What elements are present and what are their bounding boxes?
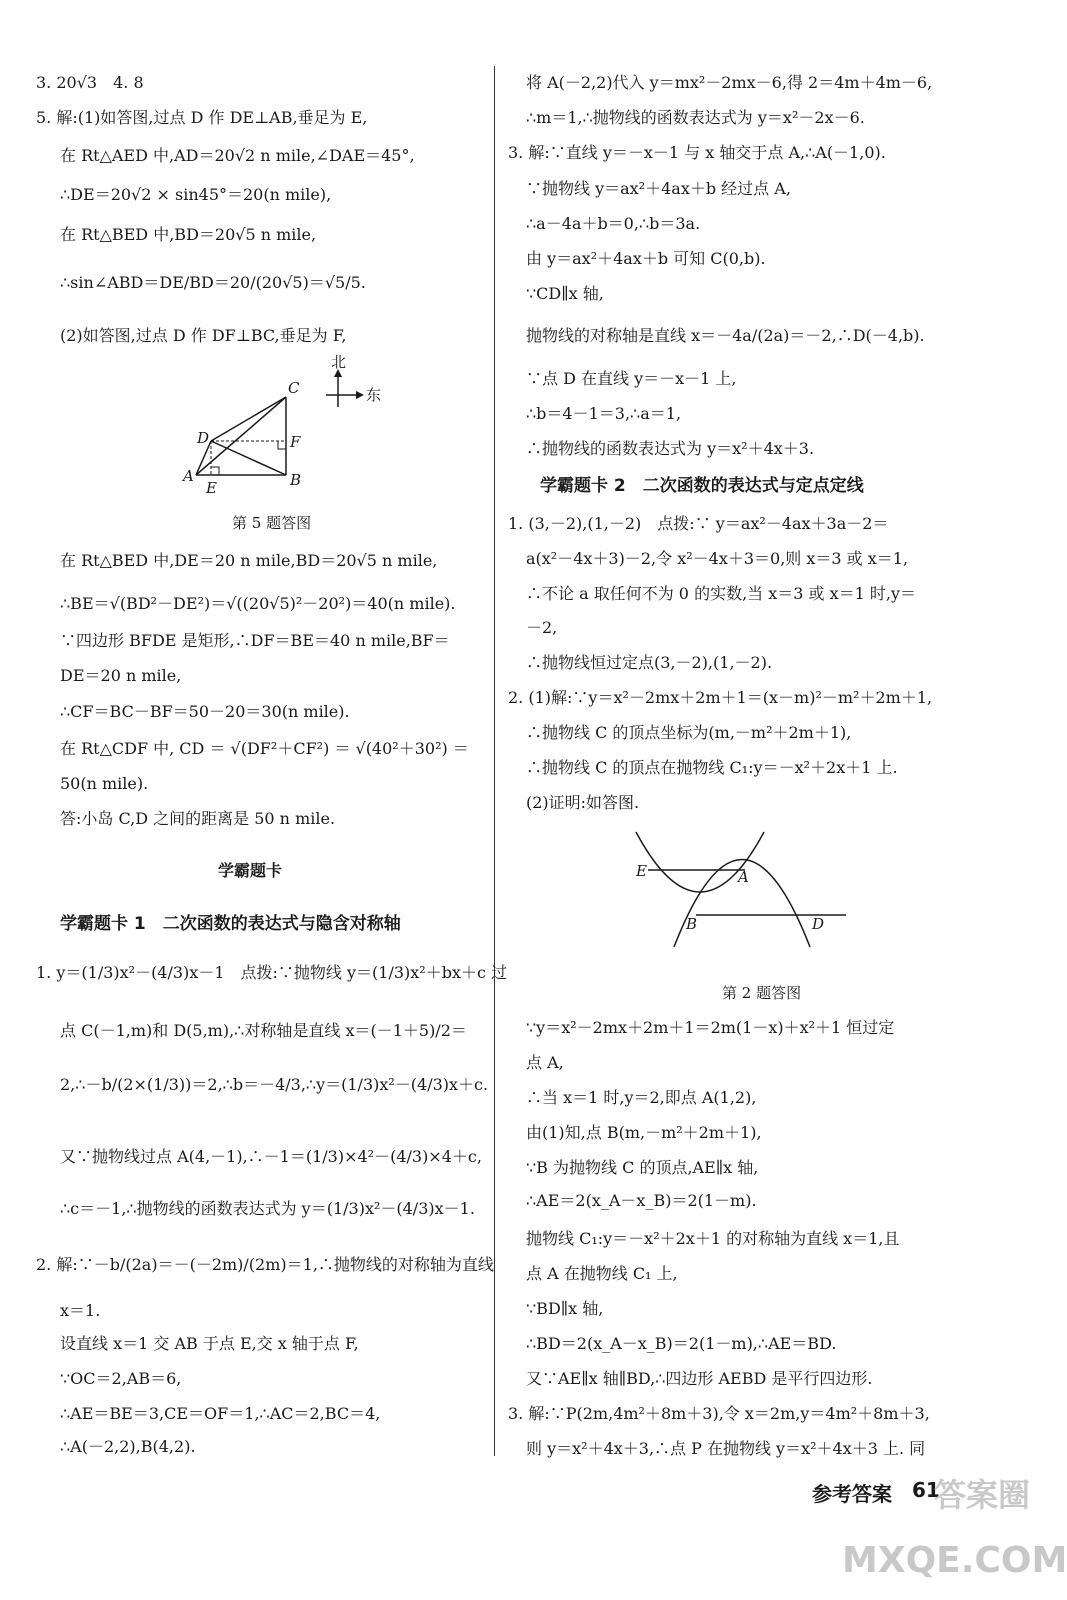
text-line: (2)如答图,过点 D 作 DF⊥BC,垂足为 F, xyxy=(60,326,347,345)
text-line: 将 A(－2,2)代入 y＝mx²－2mx－6,得 2＝4m＋4m－6, xyxy=(526,73,933,92)
label-F: F xyxy=(290,433,301,451)
text-line: 1. (3,－2),(1,－2) 点拨:∵ y＝ax²－4ax＋3a－2＝ xyxy=(508,514,889,533)
footer-label: 参考答案 xyxy=(812,1482,892,1506)
text-line: 点 A, xyxy=(526,1053,564,1072)
text-line: 在 Rt△CDF 中, CD ＝ √(DF²＋CF²) ＝ √(40²＋30²) ＝ xyxy=(60,739,469,758)
label-D: D xyxy=(812,915,825,933)
text-line: 设直线 x＝1 交 AB 于点 E,交 x 轴于点 F, xyxy=(60,1334,359,1353)
text-line: ∵OC＝2,AB＝6, xyxy=(60,1369,182,1388)
figure-5-diagram xyxy=(166,355,416,505)
page-number: 61 xyxy=(912,1478,940,1502)
text-line: ∴抛物线 C 的顶点坐标为(m,－m²＋2m＋1), xyxy=(526,723,852,742)
text-line: a(x²－4x＋3)－2,令 x²－4x＋3＝0,则 x＝3 或 x＝1, xyxy=(526,549,909,568)
text-line: 5. 解:(1)如答图,过点 D 作 DE⊥AB,垂足为 E, xyxy=(36,108,368,127)
column-divider xyxy=(494,66,495,1456)
card-2-title: 学霸题卡 2 二次函数的表达式与定点定线 xyxy=(540,476,864,496)
text-line: 在 Rt△BED 中,BD＝20√5 n mile, xyxy=(60,225,317,244)
text-line: 3. 解:∵直线 y＝－x－1 与 x 轴交于点 A,∴A(－1,0). xyxy=(508,143,886,162)
figure-2-diagram xyxy=(626,822,856,977)
text-line: 答:小岛 C,D 之间的距离是 50 n mile. xyxy=(60,809,336,828)
text-line: ∴sin∠ABD＝DE/BD＝20/(20√5)＝√5/5. xyxy=(60,273,366,292)
label-east: 东 xyxy=(366,386,382,404)
text-line: ∴BE＝√(BD²－DE²)＝√((20√5)²－20²)＝40(n mile). xyxy=(60,594,456,613)
text-line: ∴A(－2,2),B(4,2). xyxy=(60,1437,196,1456)
label-E: E xyxy=(206,479,217,497)
section-title: 学霸题卡 xyxy=(218,861,283,880)
text-line: －2, xyxy=(526,618,558,637)
text-line: 点 A 在抛物线 C₁ 上, xyxy=(526,1264,678,1283)
text-line: ∴m＝1,∴抛物线的函数表达式为 y＝x²－2x－6. xyxy=(526,108,865,127)
text-line: 2,∴－b/(2×(1/3))＝2,∴b＝－4/3,∴y＝(1/3)x²－(4/3)x＋c. xyxy=(60,1075,489,1094)
text-line: 2. 解:∵－b/(2a)＝－(－2m)/(2m)＝1,∴抛物线的对称轴为直线 xyxy=(36,1255,494,1274)
text-line: 1. y＝(1/3)x²－(4/3)x－1 点拨:∵抛物线 y＝(1/3)x²＋bx＋c 过 xyxy=(36,963,508,982)
text-line: ∵四边形 BFDE 是矩形,∴DF＝BE＝40 n mile,BF＝ xyxy=(60,631,450,650)
text-line: ∴b＝4－1＝3,∴a＝1, xyxy=(526,404,682,423)
text-line: ∴当 x＝1 时,y＝2,即点 A(1,2), xyxy=(526,1088,757,1107)
watermark-logo: 答案圈 xyxy=(934,1476,1031,1514)
text-line: 在 Rt△BED 中,DE＝20 n mile,BD＝20√5 n mile, xyxy=(60,551,438,570)
text-line: 2. (1)解:∵y＝x²－2mx＋2m＋1＝(x－m)²－m²＋2m＋1, xyxy=(508,688,933,707)
text-line: ∴a－4a＋b＝0,∴b＝3a. xyxy=(526,214,701,233)
label-B: B xyxy=(290,471,302,489)
text-line: ∵B 为抛物线 C 的顶点,AE∥x 轴, xyxy=(526,1158,759,1177)
text-line: ∴抛物线 C 的顶点在抛物线 C₁:y＝－x²＋2x＋1 上. xyxy=(526,758,898,777)
text-line: ∴AE＝2(x_A－x_B)＝2(1－m). xyxy=(526,1191,757,1210)
card-1-title: 学霸题卡 1 二次函数的表达式与隐含对称轴 xyxy=(60,914,401,934)
text-line: ∴抛物线恒过定点(3,－2),(1,－2). xyxy=(526,653,773,672)
text-line: 点 C(－1,m)和 D(5,m),∴对称轴是直线 x＝(－1＋5)/2＝ xyxy=(60,1021,467,1040)
text-line: 抛物线 C₁:y＝－x²＋2x＋1 的对称轴为直线 x＝1,且 xyxy=(526,1229,900,1248)
text-line: ∴c＝－1,∴抛物线的函数表达式为 y＝(1/3)x²－(4/3)x－1. xyxy=(60,1199,475,1218)
text-line: DE＝20 n mile, xyxy=(60,666,182,685)
watermark-url: MXQE.COM xyxy=(842,1540,1067,1581)
text-line: ∴不论 a 取任何不为 0 的实数,当 x＝3 或 x＝1 时,y＝ xyxy=(526,584,917,603)
text-line: ∴CF＝BC－BF＝50－20＝30(n mile). xyxy=(60,702,350,721)
text-line: 则 y＝x²＋4x＋3,∴点 P 在抛物线 y＝x²＋4x＋3 上. 同 xyxy=(526,1439,926,1458)
text-line: 又∵AE∥x 轴∥BD,∴四边形 AEBD 是平行四边形. xyxy=(526,1369,873,1388)
text-line: ∵抛物线 y＝ax²＋4ax＋b 经过点 A, xyxy=(526,179,791,198)
text-line: ∴BD＝2(x_A－x_B)＝2(1－m),∴AE＝BD. xyxy=(526,1334,837,1353)
text-line: ∵点 D 在直线 y＝－x－1 上, xyxy=(526,369,737,388)
text-line: 由 y＝ax²＋4ax＋b 可知 C(0,b). xyxy=(526,249,766,268)
label-B: B xyxy=(686,915,698,933)
label-A: A xyxy=(183,467,194,485)
text-line: ∴抛物线的函数表达式为 y＝x²＋4x＋3. xyxy=(526,439,815,458)
text-line: 又∵抛物线过点 A(4,－1),∴－1＝(1/3)×4²－(4/3)×4＋c, xyxy=(60,1147,482,1166)
label-C: C xyxy=(288,379,300,397)
label-E: E xyxy=(636,862,647,880)
text-line: 3. 20√3 4. 8 xyxy=(36,73,144,92)
text-line: 抛物线的对称轴是直线 x＝－4a/(2a)＝－2,∴D(－4,b). xyxy=(526,326,925,345)
text-line: ∵BD∥x 轴, xyxy=(526,1299,604,1318)
text-line: ∴DE＝20√2 × sin45°＝20(n mile), xyxy=(60,185,332,204)
text-line: ∴AE＝BE＝3,CE＝OF＝1,∴AC＝2,BC＝4, xyxy=(60,1404,381,1423)
label-A: A xyxy=(738,868,749,886)
figure-caption: 第 5 题答图 xyxy=(232,514,312,532)
figure-caption: 第 2 题答图 xyxy=(722,984,802,1002)
label-north: 北 xyxy=(331,353,347,371)
text-line: (2)证明:如答图. xyxy=(526,793,640,812)
text-line: x＝1. xyxy=(60,1301,101,1320)
text-line: ∵y＝x²－2mx＋2m＋1＝2m(1－x)＋x²＋1 恒过定 xyxy=(526,1018,895,1037)
text-line: 50(n mile). xyxy=(60,774,149,793)
label-D: D xyxy=(197,429,210,447)
text-line: 在 Rt△AED 中,AD＝20√2 n mile,∠DAE＝45°, xyxy=(60,146,415,165)
text-line: 由(1)知,点 B(m,－m²＋2m＋1), xyxy=(526,1123,762,1142)
text-line: ∵CD∥x 轴, xyxy=(526,284,604,303)
text-line: 3. 解:∵P(2m,4m²＋8m＋3),令 x＝2m,y＝4m²＋8m＋3, xyxy=(508,1404,930,1423)
